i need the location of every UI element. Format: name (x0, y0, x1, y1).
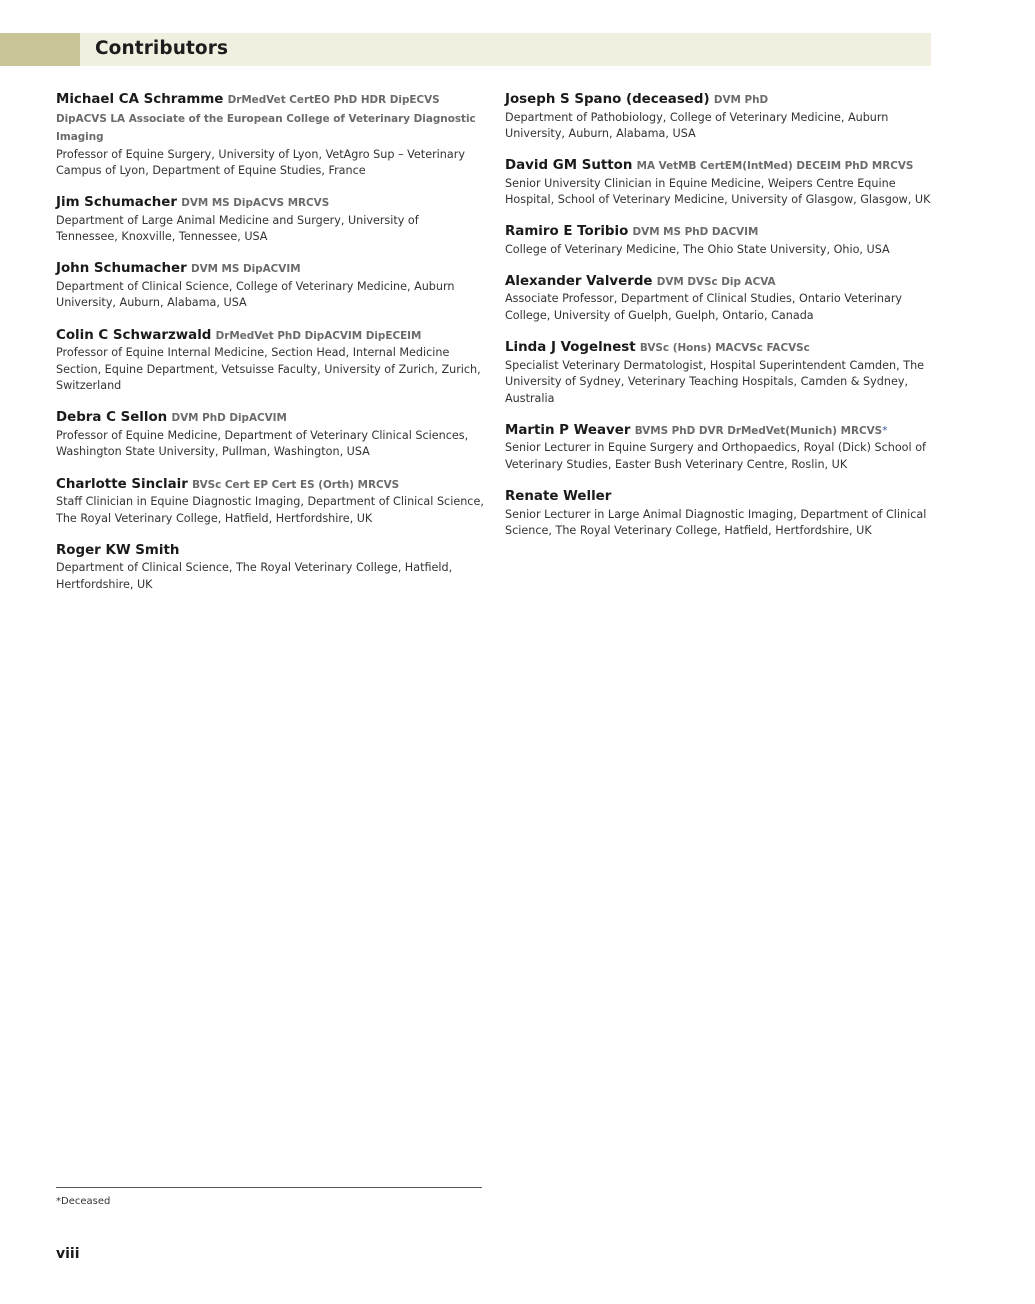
contributor-affiliation: Associate Professor, Department of Clinical Studies, Ontario Veterinary College, University of Guelph, Guelph, Ontario, Canada (505, 292, 903, 323)
contributor-entry (505, 223, 935, 258)
contributor-entry (505, 422, 935, 474)
contributor-qualifications: BVSc (Hons) MACVSc FACVSc (639, 342, 810, 355)
contributor-qualifications: DVM MS DipACVS MRCVS (181, 197, 330, 210)
contributor-entry (56, 409, 484, 461)
right-contributor-column (505, 91, 935, 554)
contributor-affiliation: Senior Lecturer in Large Animal Diagnostic Imaging, Department of Clinical Science, The Royal Veterinary College, Hatfield, Hertfordshire, UK (505, 507, 927, 538)
section-header-tab (0, 33, 80, 66)
footnote: *Deceased (56, 1196, 111, 1207)
contributor-name: Renate Weller (505, 489, 612, 505)
contributor-affiliation: Staff Clinician in Equine Diagnostic Imaging, Department of Clinical Science, The Royal Veterinary College, Hatfield, Hertfordshire, UK (56, 495, 484, 525)
contributor-name: Linda J Vogelnest (505, 340, 636, 356)
contributor-qualifications: DrMedVet CertEO PhD HDR DipECVS DipACVS LA Associate of the European College of Veterinary Diagnostic Imaging (56, 94, 476, 143)
contributor-entry (56, 91, 484, 180)
contributor-name: Joseph S Spano (deceased) (505, 92, 710, 107)
contributor-entry (505, 339, 935, 407)
contributor-entry (56, 542, 484, 594)
deceased-mark: * (882, 423, 888, 437)
page-title: Contributors (95, 38, 229, 59)
contributor-name: Alexander Valverde (505, 273, 653, 289)
contributor-entry (505, 91, 935, 143)
contributor-qualifications: DrMedVet PhD DipACVIM DipECEIM (215, 329, 422, 342)
contributor-affiliation: College of Veterinary Medicine, The Ohio State University, Ohio, USA (505, 242, 890, 256)
contributor-name: John Schumacher (56, 261, 187, 277)
contributor-affiliation: Specialist Veterinary Dermatologist, Hospital Superintendent Camden, The University of Sydney, Veterinary Teaching Hospitals, Camden & Sydney, Australia (505, 358, 925, 405)
contributor-qualifications: DVM MS DipACVIM (190, 263, 301, 276)
contributor-affiliation: Department of Large Animal Medicine and Surgery, University of Tennessee, Knoxville, Tennessee, USA (56, 213, 419, 244)
contributor-affiliation: Senior Lecturer in Equine Surgery and Orthopaedics, Royal (Dick) School of Veterinary Studies, Easter Bush Veterinary Centre, Roslin, UK (505, 441, 926, 472)
contributor-name: Roger KW Smith (56, 542, 180, 558)
contributor-entry (56, 194, 484, 246)
contributor-name: Jim Schumacher (56, 195, 177, 211)
contributor-qualifications: DVM PhD DipACVIM (171, 412, 287, 425)
left-contributor-column (56, 91, 484, 608)
contributor-name: Michael CA Schramme (56, 92, 224, 107)
contributor-qualifications: DVM DVSc Dip ACVA (656, 275, 776, 288)
contributor-name: David GM Sutton (505, 158, 633, 174)
contributor-qualifications: BVSc Cert EP Cert ES (Orth) MRCVS (192, 478, 400, 491)
contributor-name: Colin C Schwarzwald (56, 327, 212, 343)
contributor-affiliation: Department of Clinical Science, College of Veterinary Medicine, Auburn University, Auburn, Alabama, USA (56, 279, 455, 310)
contributor-affiliation: Department of Clinical Science, The Royal Veterinary College, Hatfield, Hertfordshire, UK (56, 561, 453, 591)
contributor-affiliation: Professor of Equine Internal Medicine, Section Head, Internal Medicine Section, Equine Department, Vetsuisse Faculty, University of Zurich, Zurich, Switzerland (56, 346, 481, 393)
contributor-affiliation: Department of Pathobiology, College of Veterinary Medicine, Auburn University, Auburn, Alabama, USA (505, 110, 889, 141)
section-header-band (0, 33, 931, 66)
footnote-divider (56, 1187, 482, 1188)
contributor-entry (505, 157, 935, 209)
contributor-entry (505, 488, 935, 540)
contributor-affiliation: Professor of Equine Medicine, Department of Veterinary Clinical Sciences, Washington State University, Pullman, Washington, USA (56, 428, 469, 459)
contributor-name: Ramiro E Toribio (505, 224, 629, 240)
contributor-affiliation: Senior University Clinician in Equine Medicine, Weipers Centre Equine Hospital, School of Veterinary Medicine, University of Glasgow, Glasgow, UK (505, 176, 931, 207)
contributor-entry (56, 260, 484, 312)
contributor-qualifications: DVM PhD (713, 94, 769, 106)
contributor-name: Debra C Sellon (56, 410, 168, 426)
page-number: viii (56, 1246, 80, 1262)
contributor-qualifications: DVM MS PhD DACVIM (632, 226, 759, 239)
contributor-entry (56, 476, 484, 528)
contributor-entry (505, 273, 935, 325)
contributor-affiliation: Professor of Equine Surgery, University of Lyon, VetAgro Sup – Veterinary Campus of Lyon, Department of Equine Studies, France (56, 147, 465, 178)
contributor-entry (56, 327, 484, 395)
contributor-name: Charlotte Sinclair (56, 476, 188, 492)
contributor-qualifications: BVMS PhD DVR DrMedVet(Munich) MRCVS (634, 424, 883, 437)
contributor-name: Martin P Weaver (505, 422, 631, 438)
contributor-qualifications: MA VetMB CertEM(IntMed) DECEIM PhD MRCVS (636, 160, 914, 173)
